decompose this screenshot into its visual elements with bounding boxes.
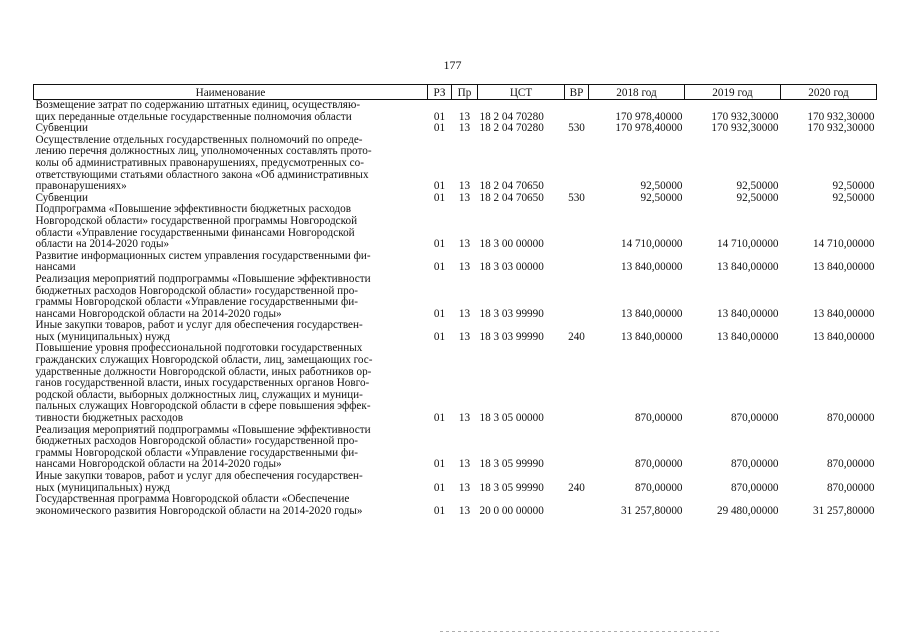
header-name: Наименование [34,85,428,100]
cell-cst: 18 3 05 99990 [479,458,544,471]
name-line: Повышение уровня профессиональной подготовки государственных [35,342,363,355]
name-line: Осуществление отдельных государственных полномочий по опреде- [35,133,363,146]
name-line: нансами Новгородской области на 2014-2020 годы» [35,458,282,471]
cell-vr [565,100,589,124]
name-line: области на 2014-2020 годы» [35,238,170,251]
name-line: граммы Новгородской области «Управление государственными фи- [35,296,358,309]
table-row [34,425,877,471]
cell-2019: 870,00000 [730,458,779,471]
name-line: области «Управление государственными финансами Новгородской [35,226,355,239]
cell-vr [565,274,589,320]
cell-vr [565,425,589,471]
name-line: Новгородской области» государственной программы Новгородской [35,214,358,227]
table-row [34,471,877,494]
name-line: нансами Новгородской области на 2014-2020 годы» [35,307,282,320]
cell-cst: 18 3 03 99990 [479,307,544,320]
name-line: Реализация мероприятий подпрограммы «Повышение эффективности [35,423,371,436]
cell-2018: 14 710,00000 [620,238,683,251]
cell-cst: 20 0 00 00000 [479,504,544,517]
cell-rz: 01 [433,180,446,193]
name-line: Возмещение затрат по содержанию штатных единиц, осуществляю- [35,99,361,111]
cell-vr: 530 [568,191,585,204]
cell-2018: 31 257,80000 [620,504,683,517]
header-2018: 2018 год [589,85,685,100]
cell-cst: 18 2 04 70650 [479,180,544,193]
cell-name [34,204,428,250]
cell-2020: 870,00000 [826,481,875,494]
cell-vr [565,251,589,274]
table-row [34,494,877,517]
name-line: тивности бюджетных расходов [35,412,184,425]
table-row [34,251,877,274]
cell-name [34,251,428,274]
name-line: Иные закупки товаров, работ и услуг для обеспечения государствен- [35,319,363,332]
name-line: граммы Новгородской области «Управление государственными фи- [35,446,358,459]
name-line: ответствующими статьями областного закона «Об административных [35,168,369,181]
cell-pr: 13 [458,458,471,471]
cell-name [34,494,428,517]
cell-2020: 14 710,00000 [812,238,875,251]
cell-2019: 13 840,00000 [716,261,779,274]
table-row [34,100,877,124]
cell-vr [565,494,589,517]
cell-cst: 18 2 04 70280 [479,110,544,123]
cell-name [34,320,428,343]
name-line: нансами [35,261,76,274]
cell-cst: 18 3 03 00000 [479,261,544,274]
name-line: ных (муниципальных) нужд [35,330,170,343]
name-line: Реализация мероприятий подпрограммы «Повышение эффективности [35,272,371,285]
cell-2018: 170 978,40000 [615,110,683,123]
cell-2020: 13 840,00000 [812,330,875,343]
name-line: экономического развития Новгородской области на 2014-2020 годы» [35,504,363,517]
cell-pr: 13 [458,307,471,320]
cell-name [34,425,428,471]
name-line: пальных служащих Новгородской области в сфере повышения эффек- [35,400,371,413]
cell-2020: 870,00000 [826,412,875,425]
name-line: Иные закупки товаров, работ и услуг для обеспечения государствен- [35,470,363,482]
cell-2020: 13 840,00000 [812,261,875,274]
cell-rz: 01 [433,261,446,274]
cell-pr: 13 [458,330,471,343]
cell-2019: 14 710,00000 [716,238,779,251]
cell-rz: 01 [433,330,446,343]
table-body [34,100,877,518]
table-row [34,320,877,343]
cell-cst: 18 3 05 99990 [479,481,544,494]
name-line: Субвенции [35,122,88,135]
cell-rz: 01 [433,504,446,517]
cell-2020: 870,00000 [826,458,875,471]
cell-name [34,135,428,193]
cell-name [34,471,428,494]
table-header-row [34,85,877,100]
cell-vr [565,204,589,250]
cell-vr [565,343,589,424]
cell-pr: 13 [458,238,471,251]
name-line: колы об административных правонарушениях, предусмотренных со- [35,156,364,169]
header-pr: Пр [452,85,478,100]
cell-2018: 870,00000 [634,481,683,494]
header-2020: 2020 год [781,85,877,100]
name-line: гражданских служащих Новгородской области, лиц, замещающих гос- [35,354,373,367]
cell-2019: 870,00000 [730,412,779,425]
footer-divider [440,631,720,632]
cell-rz: 01 [433,458,446,471]
page-number: 177 [443,58,462,72]
cell-cst: 18 2 04 70280 [479,122,544,135]
name-line: лению перечня должностных лиц, уполномоченных составлять прото- [35,145,372,158]
header-cst: ЦСТ [478,85,565,100]
table-row [34,343,877,424]
cell-rz: 01 [433,110,446,123]
table-row [34,135,877,193]
cell-2018: 870,00000 [634,412,683,425]
cell-2019: 29 480,00000 [716,504,779,517]
cell-pr: 13 [458,504,471,517]
cell-rz: 01 [433,481,446,494]
cell-2019: 92,50000 [736,180,779,193]
cell-2018: 870,00000 [634,458,683,471]
cell-pr: 13 [458,180,471,193]
cell-pr: 13 [458,481,471,494]
name-line: щих переданные отдельные государственные полномочия области [35,110,352,123]
cell-cst: 18 3 00 00000 [479,238,544,251]
cell-rz: 01 [433,191,446,204]
header-vr: ВР [565,85,589,100]
cell-2018: 170 978,40000 [615,122,683,135]
table-row [34,204,877,250]
cell-rz: 01 [433,307,446,320]
cell-2019: 170 932,30000 [711,122,779,135]
header-rz: РЗ [428,85,452,100]
cell-2019: 13 840,00000 [716,307,779,320]
name-line: ганов государственной власти, иных государственных органов Новго- [35,377,370,390]
cell-2019: 13 840,00000 [716,330,779,343]
cell-vr [565,135,589,193]
cell-2018: 92,50000 [640,191,683,204]
cell-vr: 240 [568,481,585,494]
name-line: Субвенции [35,191,88,204]
name-line: правонарушениях» [35,180,127,193]
cell-name [34,274,428,320]
budget-table [33,84,877,517]
cell-vr: 240 [568,330,585,343]
cell-name [34,100,428,124]
cell-2019: 170 932,30000 [711,110,779,123]
name-line: Развитие информационных систем управления государственными фи- [35,249,371,262]
cell-2018: 13 840,00000 [620,307,683,320]
name-line: ударственные должности Новгородской области, иных работников ор- [35,365,372,378]
cell-2020: 92,50000 [832,191,875,204]
cell-rz: 01 [433,238,446,251]
cell-vr: 530 [568,122,585,135]
cell-2019: 92,50000 [736,191,779,204]
cell-pr: 13 [458,261,471,274]
cell-name [34,343,428,424]
cell-rz: 01 [433,122,446,135]
name-line: ных (муниципальных) нужд [35,481,170,494]
cell-cst: 18 3 03 99990 [479,330,544,343]
cell-2020: 92,50000 [832,180,875,193]
cell-2020: 170 932,30000 [807,110,875,123]
table-row [34,274,877,320]
header-2019: 2019 год [685,85,781,100]
name-line: бюджетных расходов Новгородской области» государственной про- [35,435,359,448]
name-line: бюджетных расходов Новгородской области» государственной про- [35,284,359,297]
cell-cst: 18 2 04 70650 [479,191,544,204]
name-line: родской области, выборных должностных лиц, служащих и муници- [35,388,363,401]
cell-rz: 01 [433,412,446,425]
cell-pr: 13 [458,122,471,135]
cell-pr: 13 [458,191,471,204]
name-line: Подпрограмма «Повышение эффективности бюджетных расходов [35,203,352,216]
cell-pr: 13 [458,412,471,425]
cell-2020: 13 840,00000 [812,307,875,320]
cell-2020: 170 932,30000 [807,122,875,135]
cell-2018: 13 840,00000 [620,261,683,274]
cell-2018: 92,50000 [640,180,683,193]
name-line: Государственная программа Новгородской области «Обеспечение [35,493,350,506]
cell-2019: 870,00000 [730,481,779,494]
cell-cst: 18 3 05 00000 [479,412,544,425]
cell-2018: 13 840,00000 [620,330,683,343]
cell-2020: 31 257,80000 [812,504,875,517]
cell-pr: 13 [458,110,471,123]
